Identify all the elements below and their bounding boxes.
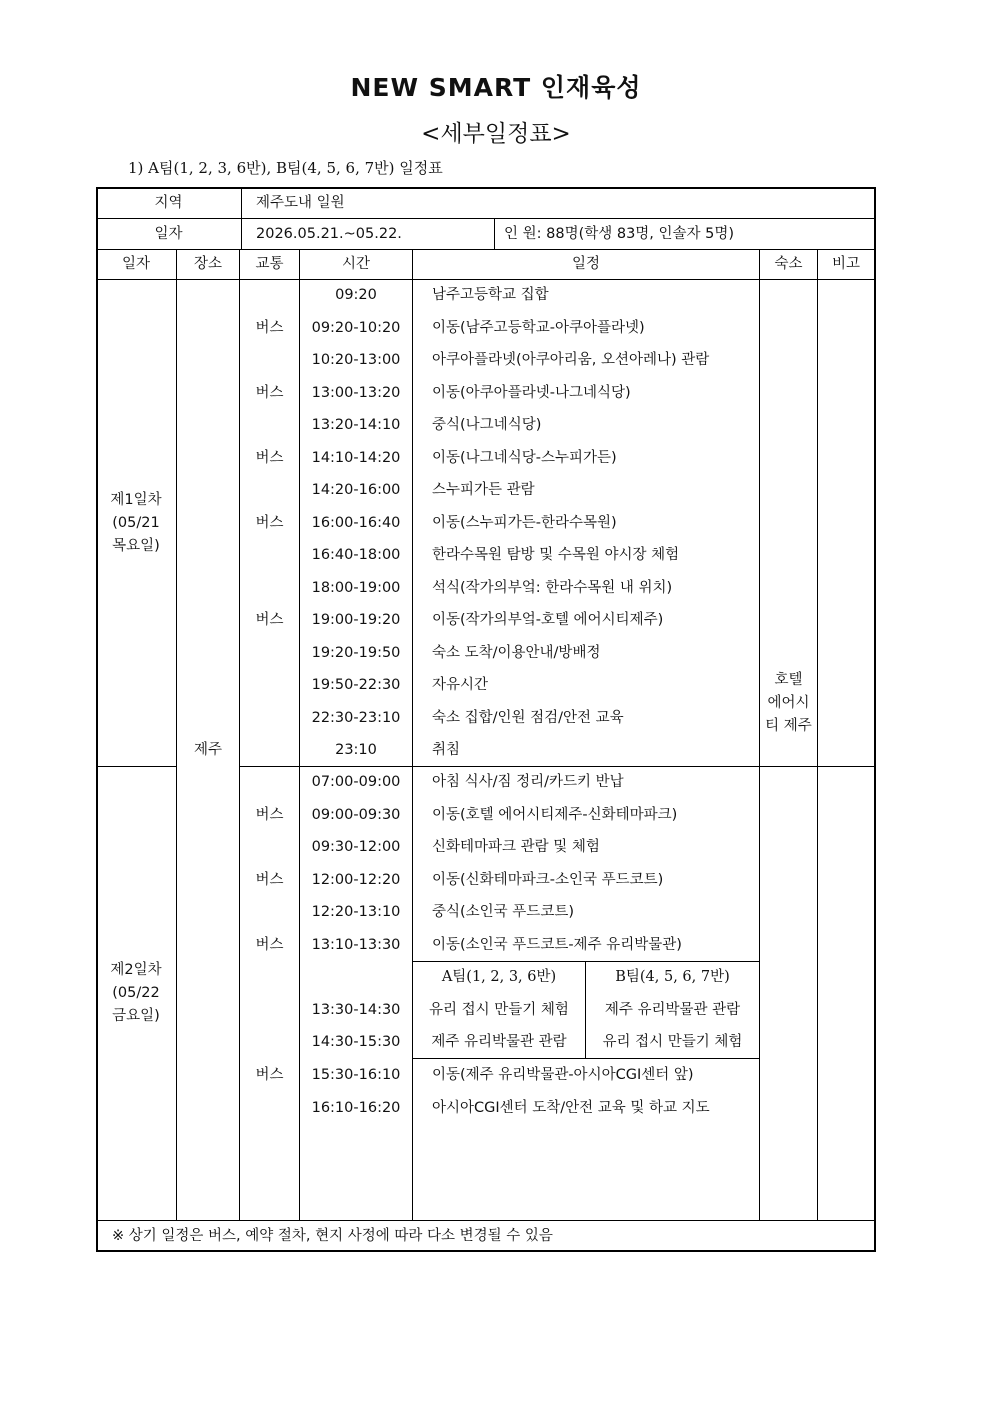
row-event: 신화테마파크 관람 및 체험 bbox=[432, 839, 600, 855]
row-event: 중식(나그네식당) bbox=[432, 417, 542, 433]
row-event: 석식(작가의부엌: 한라수목원 내 위치) bbox=[432, 579, 673, 596]
row-transport: 버스 bbox=[255, 936, 284, 953]
footnote: ※ 상기 일정은 버스, 예약 절차, 현지 사정에 따라 다소 변경될 수 있음 bbox=[112, 1228, 553, 1244]
row-event: 아침 식사/짐 정리/카드키 반납 bbox=[432, 774, 624, 790]
split-time: 14:30-15:30 bbox=[311, 1033, 401, 1050]
row-transport: 버스 bbox=[255, 871, 284, 888]
row-time: 14:10-14:20 bbox=[311, 449, 401, 466]
lodging-cell bbox=[760, 667, 817, 739]
day2-label-line: 제2일차 bbox=[110, 961, 162, 978]
header-place: 장소 bbox=[193, 256, 222, 272]
lodging-line: 티 제주 bbox=[765, 717, 812, 734]
people-count: 인 원: 88명(학생 83명, 인솔자 5명) bbox=[504, 226, 735, 242]
row-time: 12:00-12:20 bbox=[311, 871, 401, 888]
row-event: 아시아CGI센터 도착/안전 교육 및 하교 지도 bbox=[432, 1099, 710, 1116]
row-time: 13:00-13:20 bbox=[311, 384, 401, 401]
day1-label-line: (05/21 bbox=[112, 514, 160, 531]
day2-label-line: (05/22 bbox=[112, 984, 160, 1001]
row-time: 23:10 bbox=[335, 742, 377, 758]
lodging-line: 호텔 bbox=[774, 671, 803, 688]
region-label: 지역 bbox=[154, 194, 183, 211]
row-time: 16:10-16:20 bbox=[311, 1099, 401, 1116]
row-time: 07:00-09:00 bbox=[311, 774, 401, 790]
date-label: 일자 bbox=[154, 225, 183, 242]
team-b-header: B팀(4, 5, 6, 7반) bbox=[615, 968, 730, 985]
day1-label-line: 제1일차 bbox=[110, 491, 162, 508]
row-event: 숙소 도착/이용안내/방배정 bbox=[432, 644, 601, 661]
row-event: 이동(소인국 푸드코트-제주 유리박물관) bbox=[432, 936, 682, 953]
row-transport: 버스 bbox=[255, 612, 284, 628]
section-heading: 1) A팀(1, 2, 3, 6반), B팀(4, 5, 6, 7반) 일정표 bbox=[128, 159, 443, 177]
row-event: 이동(신화테마파크-소인국 푸드코트) bbox=[432, 871, 664, 888]
row-time: 19:00-19:20 bbox=[311, 612, 401, 628]
row-time: 09:20-10:20 bbox=[311, 319, 401, 336]
table-rule bbox=[96, 1220, 876, 1221]
row-event: 취침 bbox=[432, 742, 461, 758]
page-title: NEW SMART 인재육성 bbox=[350, 73, 642, 102]
table-rule bbox=[817, 249, 818, 1220]
row-time: 09:30-12:00 bbox=[311, 839, 401, 855]
row-time: 09:20 bbox=[335, 287, 377, 303]
row-time: 13:10-13:30 bbox=[311, 936, 401, 953]
row-transport: 버스 bbox=[255, 514, 284, 531]
row-event: 남주고등학교 집합 bbox=[432, 287, 549, 303]
day2-label-line: 금요일) bbox=[112, 1007, 160, 1024]
table-rule bbox=[96, 766, 176, 767]
row-event: 한라수목원 탐방 및 수목원 야시장 체험 bbox=[432, 547, 680, 563]
lodging-line: 에어시 bbox=[767, 694, 810, 711]
row-event: 이동(작가의부엌-호텔 에어시티제주) bbox=[432, 612, 664, 628]
row-time: 15:30-16:10 bbox=[311, 1067, 401, 1083]
row-event: 아쿠아플라넷(아쿠아리움, 오션아레나) 관람 bbox=[432, 352, 710, 368]
row-transport: 버스 bbox=[255, 449, 284, 466]
header-date: 일자 bbox=[121, 256, 150, 272]
date-value: 2026.05.21.~05.22. bbox=[256, 226, 402, 242]
row-time: 18:00-19:00 bbox=[311, 579, 401, 596]
header-remarks: 비고 bbox=[831, 256, 860, 272]
table-rule bbox=[241, 187, 242, 249]
split-team-b-event: 제주 유리박물관 관람 bbox=[604, 1001, 741, 1018]
row-event: 이동(아쿠아플라넷-나그네식당) bbox=[432, 384, 631, 401]
row-transport: 버스 bbox=[255, 806, 284, 823]
row-time: 19:50-22:30 bbox=[311, 677, 401, 693]
row-transport: 버스 bbox=[255, 319, 284, 336]
page-subtitle: <세부일정표> bbox=[421, 121, 571, 147]
header-time: 시간 bbox=[341, 256, 370, 272]
table-rule bbox=[239, 766, 876, 767]
split-time: 13:30-14:30 bbox=[311, 1001, 401, 1018]
table-rule bbox=[412, 249, 413, 1220]
split-team-a-event: 제주 유리박물관 관람 bbox=[431, 1033, 567, 1050]
split-team-b-event: 유리 접시 만들기 체험 bbox=[602, 1033, 743, 1050]
split-team-a-event: 유리 접시 만들기 체험 bbox=[429, 1001, 569, 1018]
row-event: 이동(호텔 에어시티제주-신화테마파크) bbox=[432, 806, 678, 823]
row-transport: 버스 bbox=[255, 384, 284, 401]
row-time: 16:00-16:40 bbox=[311, 514, 401, 531]
region-value: 제주도내 일원 bbox=[256, 195, 345, 211]
header-schedule: 일정 bbox=[571, 256, 600, 272]
header-transport: 교통 bbox=[255, 256, 284, 272]
day2-label bbox=[96, 958, 176, 1028]
header-lodging: 숙소 bbox=[774, 256, 803, 272]
table-rule bbox=[494, 218, 495, 249]
row-time: 14:20-16:00 bbox=[311, 482, 401, 498]
table-rule bbox=[176, 249, 177, 1220]
row-event: 이동(남주고등학교-아쿠아플라넷) bbox=[432, 319, 645, 336]
table-rule bbox=[412, 1058, 759, 1059]
row-event: 중식(소인국 푸드코트) bbox=[432, 904, 574, 920]
row-event: 이동(스누피가든-한라수목원) bbox=[432, 514, 617, 531]
row-time: 22:30-23:10 bbox=[311, 709, 401, 726]
row-event: 이동(나그네식당-스누피가든) bbox=[432, 449, 617, 466]
row-time: 12:20-13:10 bbox=[311, 904, 401, 920]
row-time: 19:20-19:50 bbox=[311, 644, 401, 661]
day1-label-line: 목요일) bbox=[112, 537, 160, 554]
team-a-header: A팀(1, 2, 3, 6반) bbox=[441, 968, 557, 985]
row-time: 13:20-14:10 bbox=[311, 417, 401, 433]
row-event: 자유시간 bbox=[432, 677, 489, 693]
row-transport: 버스 bbox=[255, 1067, 284, 1083]
row-time: 10:20-13:00 bbox=[311, 352, 401, 368]
row-event: 숙소 집합/인원 점검/안전 교육 bbox=[432, 709, 624, 726]
row-event: 이동(제주 유리박물관-아시아CGI센터 앞) bbox=[432, 1067, 694, 1083]
place-cell: 제주 bbox=[193, 741, 222, 758]
day1-label bbox=[96, 488, 176, 558]
row-time: 16:40-18:00 bbox=[311, 547, 401, 563]
row-event: 스누피가든 관람 bbox=[432, 482, 535, 498]
row-time: 09:00-09:30 bbox=[311, 806, 401, 823]
